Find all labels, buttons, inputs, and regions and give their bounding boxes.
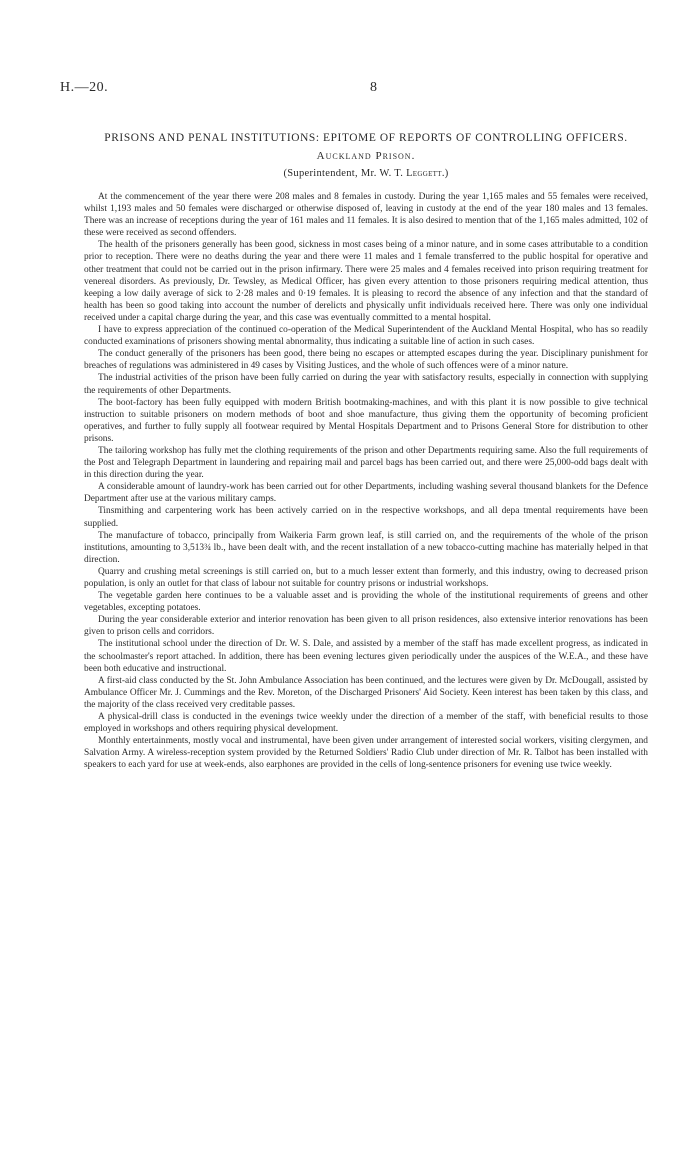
paragraph-tinsmithing: Tinsmithing and carpentering work has been actively carried on in the respective workshops, and all depa tmental requirements have been supplied. [84,506,648,529]
paragraph-boot-factory: The boot-factory has been fully equipped with modern British bootmaking-machines, and with this plant it is now possible to give technical instruction to suitable prisoners on modern methods of boot and shoe manufacture, thus giving them the opportunity of becoming proficient operatives, and further to fully supply all footwear required by Mental Hospitals Department and to Prisons General Store for distribution to other prisons. [84,397,648,444]
paragraph-health: The health of the prisoners generally has been good, sickness in most cases being of a minor nature, and in some cases attributable to a condition prior to reception. There were no deaths during the year and there were 11 males and 1 female transferred to the public hospital for operative and other treatment that could not be carried out in the prison infirmary. There were 25 males and 4 females received into prison requiring treatment for venereal disorders. As previously, Dr. Tewsley, as Medical Officer, has given every attention to those prisoners requiring medical attention, thus keeping a low daily average of sick to 2·28 males and 0·19 females. It is pleasing to record the absence of any infection and that the standard of health has been so good taking into account the number of derelicts and physically unfit individuals received here. There was only one individual received under a capital charge during the year, and this case was eventually committed to a mental hospital. [84,240,648,323]
page-number: 8 [370,80,378,95]
superintendent-name: Leggett [406,168,442,179]
paragraph-custody: At the commencement of the year there were 208 males and 8 females in custody. During the year 1,165 males and 55 females were received, whilst 1,193 males and 50 females were discharged or otherwise disposed of, leaving in custody at the end of the year 180 males and 13 females. There was an increase of receptions during the year of 161 males and 11 females. It is also desired to mention that of the 1,165 males admitted, 102 of these were received as second offenders. [84,192,648,239]
paragraph-laundry: A considerable amount of laundry-work has been carried out for other Departments, including washing several thousand blankets for the Defence Department after use at the various military camps. [84,482,648,505]
paragraph-conduct: The conduct generally of the prisoners has been good, there being no escapes or attempted escapes during the year. Disciplinary punishment for breaches of regulations was administered in 49 cases by Visiting Justices, and the whole of such offences were of a minor nature. [84,349,648,372]
paragraph-garden: The vegetable garden here continues to be a valuable asset and is providing the whole of the institutional requirements of greens and other vegetables, excepting potatoes. [84,591,648,614]
page-header [60,80,640,100]
paragraph-renovation: During the year considerable exterior and interior renovation has been given to all prison residences, also extensive interior renovations has been given to prison cells and corridors. [84,615,648,638]
paragraph-mental-hospital: I have to express appreciation of the continued co-operation of the Medical Superintendent of the Auckland Mental Hospital, who has so readily conducted examinations of prisoners showing mental abnormality, thus indicating a suitable line of action in such cases. [84,325,648,348]
paragraph-physical-drill: A physical-drill class is conducted in the evenings twice weekly under the direction of a member of the staff, with beneficial results to those employed in workshops and others requiring physical development. [84,712,648,735]
paragraph-entertainments: Monthly entertainments, mostly vocal and instrumental, have been given under arrangement of interested social workers, visiting clergymen, and Salvation Army. A wireless-reception system provided by the Returned Soldiers' Radio Club under direction of Mr. R. Talbot has been installed with speakers to each yard for use at week-ends, also earphones are provided in the cells of long-sentence prisoners for evening use twice weekly. [84,736,648,771]
paragraph-industrial: The industrial activities of the prison have been fully carried on during the year with satisfactory results, especially in connection with supplying the requirements of other Departments. [84,373,648,396]
report-body [84,131,648,772]
document-reference: H.—20. [60,80,109,95]
paragraph-tailoring: The tailoring workshop has fully met the clothing requirements of the prison and other Departments requiring same. Also the full requirements of the Post and Telegraph Department in laundering and repairing mail and parcel bags has been carried out, and there were 25,000-odd bags dealt with in this direction during the year. [84,445,648,481]
report-title: PRISONS AND PENAL INSTITUTIONS: EPITOME OF REPORTS OF CONTROLLING OFFICERS. [104,132,628,144]
paragraph-quarry: Quarry and crushing metal screenings is still carried on, but to a much lesser extent than formerly, and this industry, owing to decreased prison population, is only an outlet for that class of labour not suitable for country prisons or industrial workshops. [84,566,648,589]
superintendent-prefix: (Superintendent, Mr. W. T. [283,168,407,179]
superintendent-suffix: .) [441,168,449,179]
paragraph-first-aid: A first-aid class conducted by the St. John Ambulance Association has been continued, and the lectures were given by Dr. McDougall, assisted by Ambulance Officer Mr. J. Cummings and the Rev. Moreton, of the Discharged Prisoners' Aid Society. Keen interest has been taken by this class, and the majority of the class received very creditable passes. [84,675,648,710]
section-heading: Auckland Prison. [316,150,416,162]
paragraph-school: The institutional school under the direction of Dr. W. S. Dale, and assisted by a member of the staff has made excellent progress, as indicated in the schoolmaster's report attached. In addition, there has been evening lectures given periodically under the auspices of the W.E.A., and these have been both educative and instructional. [84,639,648,674]
superintendent-line [84,167,648,181]
paragraph-tobacco: The manufacture of tobacco, principally from Waikeria Farm grown leaf, is still carried on, and the requirements of the whole of the prison institutions, amounting to 3,513¾ lb., have been dealt with, and the recent installation of a new tobacco-cutting machine has materially helped in that direction. [84,530,648,565]
